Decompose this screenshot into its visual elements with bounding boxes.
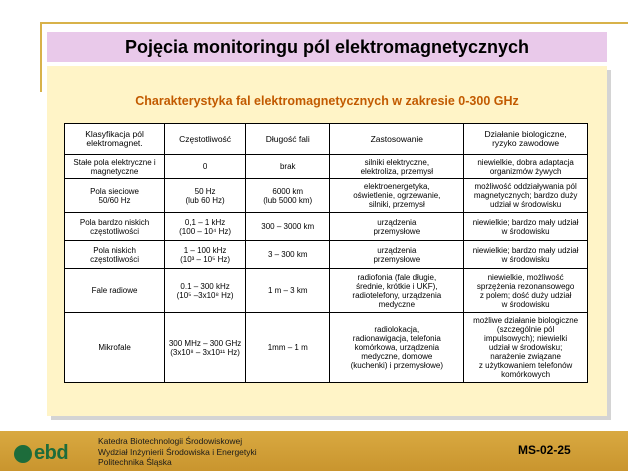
left-decorative-rule [40, 22, 42, 92]
cell-application: radiofonia (fale długie, średnie, krótkie i UKF), radiotelefony, urządzenia medyczne [330, 269, 464, 313]
header-biological-effect: Działanie biologiczne, ryzyko zawodowe [464, 124, 588, 155]
table-header-row [65, 124, 588, 155]
cell-application: silniki elektryczne, elektroliza, przemysł [330, 155, 464, 179]
cell-classification: Stałe pola elektryczne i magnetyczne [65, 155, 165, 179]
cell-application: urządzenia przemysłowe [330, 213, 464, 241]
institution-line: Politechnika Śląska [98, 457, 172, 467]
table-row [65, 179, 588, 213]
cell-application: elektroenergetyka, oświetlenie, ogrzewanie, silniki, przemysł [330, 179, 464, 213]
cell-wavelength: 6000 km (lub 5000 km) [246, 179, 330, 213]
slide-code: MS-02-25 [518, 443, 571, 457]
top-decorative-rule [40, 22, 628, 24]
em-waves-table [64, 123, 588, 383]
cell-classification: Fale radiowe [65, 269, 165, 313]
cell-classification: Pola bardzo niskich częstotliwości [65, 213, 165, 241]
cell-application: radiolokacja, radionawigacja, telefonia komórkowa, urządzenia medyczne, domowe (kuchenki) i przemysłowe) [330, 313, 464, 383]
slide-subtitle: Charakterystyka fal elektromagnetycznych w zakresie 0-300 GHz [135, 94, 519, 108]
header-application: Zastosowanie [330, 124, 464, 155]
cell-frequency: 0.1 – 300 kHz (10⁵ –3x10⁸ Hz) [165, 269, 246, 313]
cell-application: urządzenia przemysłowe [330, 241, 464, 269]
ebd-logo [14, 442, 68, 465]
cell-wavelength: 1mm – 1 m [246, 313, 330, 383]
institution-info [98, 436, 257, 468]
footer-bar [0, 431, 628, 471]
cell-classification: Pola sieciowe 50/60 Hz [65, 179, 165, 213]
cell-classification: Mikrofale [65, 313, 165, 383]
cell-classification: Pola niskich częstotliwości [65, 241, 165, 269]
institution-line: Wydział Inżynierii Środowiska i Energetyki [98, 446, 257, 457]
slide-title: Pojęcia monitoringu pól elektromagnetycznych [124, 36, 530, 57]
table-row [65, 213, 588, 241]
table-row [65, 269, 588, 313]
cell-biological-effect: niewielkie; bardzo mały udział w środowisku [464, 241, 588, 269]
header-classification: Klasyfikacja pól elektromagnet. [65, 124, 165, 155]
cell-biological-effect: niewielkie, dobra adaptacja organizmów żywych [464, 155, 588, 179]
cell-wavelength: 3 – 300 km [246, 241, 330, 269]
slide-title-bar [47, 32, 607, 62]
cell-biological-effect: niewielkie, możliwość sprzężenia rezonansowego z polem; dość duży udział w środowisku [464, 269, 588, 313]
logo-text: ebd [34, 442, 69, 464]
cell-frequency: 0,1 – 1 kHz (100 – 10⁴ Hz) [165, 213, 246, 241]
header-frequency: Częstotliwość [165, 124, 246, 155]
table-row [65, 155, 588, 179]
header-wavelength: Długość fali [246, 124, 330, 155]
cell-frequency: 50 Hz (lub 60 Hz) [165, 179, 246, 213]
logo-circle-icon [14, 445, 32, 463]
cell-biological-effect: możliwość oddziaływania pól magnetycznych; bardzo duży udział w środowisku [464, 179, 588, 213]
cell-wavelength: 300 – 3000 km [246, 213, 330, 241]
cell-biological-effect: niewielkie; bardzo mały udział w środowisku [464, 213, 588, 241]
cell-frequency: 0 [165, 155, 246, 179]
institution-line: Katedra Biotechnologii Środowiskowej [98, 436, 243, 446]
cell-frequency: 300 MHz – 300 GHz (3x10⁸ – 3x10¹¹ Hz) [165, 313, 246, 383]
cell-wavelength: 1 m – 3 km [246, 269, 330, 313]
content-panel [47, 66, 607, 416]
cell-wavelength: brak [246, 155, 330, 179]
table-row [65, 241, 588, 269]
table-row [65, 313, 588, 383]
cell-frequency: 1 – 100 kHz (10³ – 10⁵ Hz) [165, 241, 246, 269]
cell-biological-effect: możliwe działanie biologiczne (szczególnie pól impulsowych); niewielki udział w środowisku; narażenie związane z użytkowaniem telefonów komórkowych [464, 313, 588, 383]
